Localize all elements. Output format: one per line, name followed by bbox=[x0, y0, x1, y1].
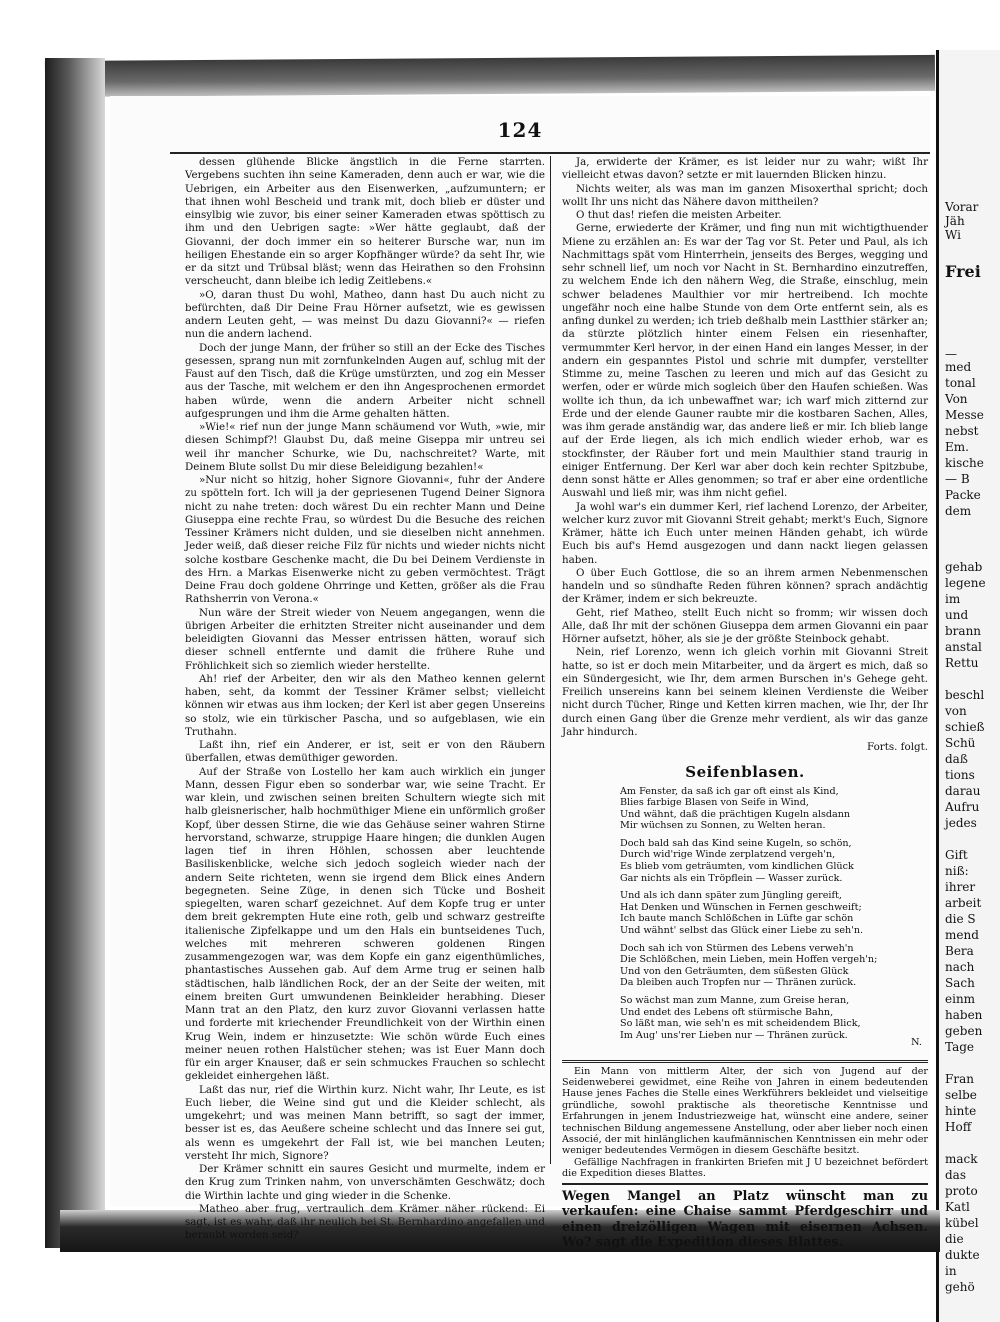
poem-line: So wächst man zum Manne, zum Greise heran, bbox=[620, 995, 850, 1006]
edge-fragment: tonal bbox=[945, 376, 976, 390]
paragraph: Laßt das nur, rief die Wirthin kurz. Nicht wahr, Ihr Leute, es ist Euch lieber, die Weine sind gut und die Kleider schlecht, als umgekehrt; und was meinen Mann betrifft, so sagt der immer, besser ist es, das Aeußere scheine schlecht und das Innere sei gut, als wenn es umgekehrt der Fall ist, wie bei manchen Leuten; versteht Ihr mich, Signore? bbox=[185, 1083, 545, 1162]
edge-fragment: mend bbox=[945, 928, 979, 942]
edge-fragment: kübel bbox=[945, 1216, 979, 1230]
edge-fragment: ihrer bbox=[945, 880, 976, 894]
poem-stanza bbox=[620, 995, 928, 1041]
edge-fragment: jedes bbox=[945, 816, 977, 830]
paragraph: O über Euch Gottlose, die so an ihrem armen Nebenmenschen handeln und so sündhafte Reden führen können? sprach andächtig der Krämer, indem er sich bekreuzte. bbox=[562, 566, 928, 606]
edge-fragment: brann bbox=[945, 624, 982, 638]
edge-fragment: anstal bbox=[945, 640, 982, 654]
edge-fragment: von bbox=[945, 704, 967, 718]
edge-fragment: niß: bbox=[945, 864, 969, 878]
poem-line: So läßt man, wie seh'n es mit scheidendem Blick, bbox=[620, 1018, 861, 1030]
edge-fragment: und bbox=[945, 608, 969, 622]
job-advertisement bbox=[562, 1060, 928, 1185]
edge-fragment: Frei bbox=[945, 262, 981, 281]
paragraph: Ein Mann von mittlerm Alter, der sich von Jugend auf der Seidenweberei gewidmet, eine Reihe von Jahren in einem bedeutenden Hause jenes Faches die Stelle eines Werkführers bekleidet und vielseitige gründliche, sowohl praktische als theoretische Kenntnisse und Erfahrungen in jenem Industriezweige hat, wünscht eine andere, seiner technischen Bildung angemessene Anstellung, oder aber lieber noch einen Associé, der mit hinlänglichen kaufmännischen Kenntnissen ein mehr oder weniger bedeutendes Vermögen in diesem Geschäfte besitzt. bbox=[562, 1065, 928, 1157]
edge-fragment: daß bbox=[945, 752, 968, 766]
edge-fragment: geben bbox=[945, 1024, 983, 1038]
poem-line: Mir wüchsen zu Sonnen, zu Welten heran. bbox=[620, 820, 826, 832]
paragraph: Gerne, erwiederte der Krämer, und fing nun mit wichtigthuender Miene zu erzählen an: Es war der Tag vor St. Peter und Paul, als ich Nachmittags spät vom Hinterrhein, jenseits des Berges, wegging und sehr schnell lief, um noch vor Nacht in St. Bernhardino einzutreffen, zu welchem Ende ich den nähern Weg, die Straße, einschlug, mein schwer beladenes Maulthier vor mir hertreibend. Ich mochte ungefähr noch eine halbe Stunde von dem Orte entfernt sein, als es anfing dunkel zu werden; ich trieb deßhalb mein Lastthier stärker an; da stürzte plötzlich hinter einem Felsen ein riesenhafter, vermummter Kerl hervor, in der einen Hand ein langes Messer, in der andern ein gespanntes Pistol und schrie mit dumpfer, verstellter Stimme zu, meine Taschen zu leeren und mich auf das Gesicht zu werfen, oder er würde mich sogleich über den Haufen schießen. Was wollte ich thun, da ich unbewaffnet war; ich warf mich zitternd zur Erde und der elende Gauner raubte mir die kostbaren Sachen, Alles, was ihm gerade anständig war, das andere ließ er mir. Ich blieb lange auf der Erde liegen, als ich mich endlich wieder erhob, war es stockfinster, der Räuber fort und mein Maulthier stand traurig in einiger Entfernung. Der Kerl war aber doch kein rechter Spitzbube, denn sonst hätte er Alles genommen; so traf er aber eine ordentliche Auswahl und ließ mir, was ihm nicht gefiel. bbox=[562, 222, 928, 500]
edge-fragment: proto bbox=[945, 1184, 978, 1198]
edge-fragment: beschl bbox=[945, 688, 985, 702]
edge-fragment: Katl bbox=[945, 1200, 970, 1214]
edge-fragment: dem bbox=[945, 504, 972, 518]
poem-line: Und als ich dann später zum Jüngling gereift, bbox=[620, 890, 842, 902]
edge-fragment: Aufru bbox=[945, 800, 980, 814]
poem-line: Es blieb vom geträumten, vom kindlichen Glück bbox=[620, 861, 854, 873]
poem-body bbox=[620, 786, 928, 1042]
edge-fragment: einm bbox=[945, 992, 976, 1006]
edge-fragment: Sach bbox=[945, 976, 975, 990]
poem-line: Da bleiben auch Tropfen nur — Thränen zurück. bbox=[620, 977, 857, 989]
edge-fragment: Packe bbox=[945, 488, 981, 502]
poem-line: Hat Denken und Wünschen in Fernen geschweift; bbox=[620, 901, 862, 913]
edge-fragment: — bbox=[945, 347, 957, 361]
poem-stanza bbox=[620, 786, 928, 832]
paragraph: Nein, rief Lorenzo, wenn ich gleich vorhin mit Giovanni Streit hatte, so ist er doch mein Mitarbeiter, und da ärgert es mich, daß so ein Sündergesicht, wie Ihr, dem armen Burschen in's Gehege geht. Freilich unsereins kann bei seinem kleinen Verdienste die Weiber nicht durch Tücher, Ringe und Ketten kirren machen, wie Ihr, der Ihr durch einen Gang über die Grenze mehr verdient, als wir das ganze Jahr hindurch. bbox=[562, 646, 928, 738]
edge-fragment: Hoff bbox=[945, 1120, 972, 1134]
poem-line: Doch bald sah das Kind seine Kugeln, so schön, bbox=[620, 837, 852, 849]
edge-fragment: nach bbox=[945, 960, 975, 974]
poem-line: Blies farbige Blasen von Seife in Wind, bbox=[620, 797, 809, 809]
sale-advertisement: Wegen Mangel an Platz wünscht man zu verkaufen: eine Chaise sammt Pferdgeschirr und einen dreizölligen Wagen mit eisernen Achsen. Wo? sagt die Expedition dieses Blattes. bbox=[562, 1188, 928, 1251]
edge-fragment: Wi bbox=[945, 228, 961, 242]
paragraph: Ja wohl war's ein dummer Kerl, rief lachend Lorenzo, der Arbeiter, welcher kurz zuvor mit Giovanni Streit gehabt; merkt's Euch, Signore Krämer, hätte ich Euch unter meinen Händen gehabt, ich würde Euch bis auf's Hemd ausgezogen und dann nackt liegen gelassen haben. bbox=[562, 500, 928, 566]
poem-line: Im Aug' uns'rer Lieben nur — Thränen zurück. bbox=[620, 1029, 848, 1041]
edge-fragment: — B bbox=[945, 472, 970, 486]
poem-stanza bbox=[620, 943, 928, 989]
edge-fragment: Em. bbox=[945, 440, 969, 454]
edge-fragment: Tage bbox=[945, 1040, 975, 1054]
edge-fragment: selbe bbox=[945, 1088, 977, 1102]
paragraph: dessen glühende Blicke ängstlich in die Ferne starrten. Vergebens suchten ihn seine Kameraden, denn auch er war, wie die Uebrigen, ein Arbeiter aus den Eisenwerken, „aufzumuntern; er that ihnen wohl Bescheid und trank mit, doch blieb er düster und einsylbig wie zuvor, bis einer seiner Kameraden etwas spöttisch zu ihm und den Uebrigen sagte: »Wer hätte geglaubt, daß der Giovanni, der doch immer ein so heiterer Bursche war, nun im heiligen Ehestande ein so arger Kopfhänger würde? da seht Ihr, wie er da sitzt und Trübsal bläst; wenn das Heirathen so den Frohsinn verscheucht, dann bleibe ich ledig Zeitlebens.« bbox=[185, 156, 545, 288]
edge-fragment: in bbox=[945, 1264, 957, 1278]
poem-line: Gar nichts als ein Tröpflein — Wasser zurück. bbox=[620, 872, 843, 884]
edge-fragment: Messe bbox=[945, 408, 984, 422]
edge-fragment: schieß bbox=[945, 720, 985, 734]
poem-line: Doch sah ich von Stürmen des Lebens verweh'n bbox=[620, 942, 854, 954]
edge-fragment: dukte bbox=[945, 1248, 980, 1262]
edge-fragment: Von bbox=[945, 392, 968, 406]
edge-fragment: legene bbox=[945, 576, 986, 590]
edge-fragment: darau bbox=[945, 784, 981, 798]
paragraph: O thut das! riefen die meisten Arbeiter. bbox=[576, 209, 782, 221]
edge-fragment: hinte bbox=[945, 1104, 977, 1118]
edge-fragment: kische bbox=[945, 456, 984, 470]
edge-fragment: haben bbox=[945, 1008, 983, 1022]
edge-fragment: tions bbox=[945, 768, 975, 782]
edge-fragment: gehab bbox=[945, 560, 983, 574]
edge-fragment: Fran bbox=[945, 1072, 974, 1086]
header-rule bbox=[170, 152, 930, 154]
poem-line: Durch wid'rige Winde zerplatzend vergeh'n, bbox=[620, 849, 836, 861]
continued-note: Forts. folgt. bbox=[867, 741, 928, 753]
scan-shadow-left bbox=[45, 58, 105, 1248]
edge-fragment: nebst bbox=[945, 424, 979, 438]
edge-fragment: arbeit bbox=[945, 896, 982, 910]
poem-line: Und wähnt, daß die prächtigen Kugeln alsdann bbox=[620, 808, 851, 820]
edge-fragment: Vorar bbox=[945, 200, 979, 214]
paragraph: Ah! rief der Arbeiter, den wir als den Matheo kennen gelernt haben, seht, da kommt der Tessiner Krämer selbst; vielleicht können wir etwas aus ihm locken; der Kerl ist aber gegen Unsereins so stolz, wie ein türkischer Pascha, und so aufgeblasen, wie ein Truthahn. bbox=[185, 672, 545, 738]
edge-fragment: Bera bbox=[945, 944, 974, 958]
edge-fragment: im bbox=[945, 592, 961, 606]
paragraph: Matheo aber frug, vertraulich dem Krämer näher rückend: Ei sagt, ist es wahr, daß ihr neulich bei St. Bernhardino angefallen und beraubt worden seid? bbox=[185, 1202, 545, 1242]
paragraph: Laßt ihn, rief ein Anderer, er ist, seit er von den Räubern überfallen, etwas demüthiger geworden. bbox=[185, 739, 545, 765]
paragraph: Der Krämer schnitt ein saures Gesicht und murmelte, indem er den Krug zum Trinken nahm, von unverschämten Geschwätz; doch die Wirthin lachte und ging wieder in die Schenke. bbox=[185, 1163, 545, 1202]
poem-line: Die Schlößchen, mein Lieben, mein Hoffen vergeh'n; bbox=[620, 954, 878, 966]
newspaper-page bbox=[110, 96, 930, 1251]
edge-fragment: Gift bbox=[945, 848, 968, 862]
paragraph: Nun wäre der Streit wieder von Neuem angegangen, wenn die übrigen Arbeiter die erhitzten Streiter nicht auseinander und dem beleidigten Giovanni das Messer entrissen hätten, worauf sich dieser schnell entfernte und damit die frühere Ruhe und Fröhlichkeit sich so ziemlich wieder herstellte. bbox=[185, 606, 545, 672]
poem-stanza bbox=[620, 890, 928, 936]
poem-line: Am Fenster, da saß ich gar oft einst als Kind, bbox=[620, 785, 839, 797]
paragraph: Doch der junge Mann, der früher so still an der Ecke des Tisches gesessen, sprang nun mit zornfunkelnden Augen auf, schlug mit der Faust auf den Tisch, daß die Krüge umstürzten, und zog ein Messer aus der Tasche, mit welchem er den ihn Angesprochenen ermordet haben würde, wenn die andern Arbeiter nicht schnell aufgesprungen und ihm die Arme gehalten hätten. bbox=[185, 341, 545, 420]
poem-line: Und von den Geträumten, dem süßesten Glück bbox=[620, 965, 849, 977]
edge-fragment: Jäh bbox=[945, 214, 965, 228]
left-column bbox=[185, 156, 545, 1243]
poem-signature: N. bbox=[911, 1037, 922, 1049]
edge-fragment: die bbox=[945, 1232, 964, 1246]
edge-fragment: Rettu bbox=[945, 656, 979, 670]
paragraph: Geht, rief Matheo, stellt Euch nicht so fromm; wir wissen doch Alle, daß Ihr mit der schönen Giuseppa dem armen Giovanni ein paar Hörner aufsetzt, höher, als sie je der größte Steinbock gehabt. bbox=[562, 606, 928, 645]
poem-stanza bbox=[620, 838, 928, 884]
poem-line: Und endet des Lebens oft stürmische Bahn, bbox=[620, 1006, 834, 1018]
paragraph: Nichts weiter, als was man im ganzen Misoxerthal spricht; doch wollt Ihr uns nicht das Nähere davon mittheilen? bbox=[562, 182, 928, 208]
paragraph: »Nur nicht so hitzig, hoher Signore Giovanni«, fuhr der Andere zu spötteln fort. Ich will ja der gepriesenen Tugend Deiner Signora nicht zu nahe treten: doch wärest Du ein rechter Mann und Deine Giuseppa eine rechte Frau, so würdest Du die Besuche des reichen Tessiner Krämers nicht dulden, und sie dieselben nicht annehmen. Jeder weiß, daß dieser reiche Filz für nichts und wieder nichts nicht solche kostbare Geschenke macht, die Du bei Deinem Verdienste in des Hrn. a Markas Eisenwerke nicht zu geben vermöchtest. Trägt Deine Frau doch goldene Ohrringe und Ketten, größer als die Frau Rathsherrin von Verona.« bbox=[185, 474, 545, 606]
edge-fragment: med bbox=[945, 360, 972, 374]
paragraph: »O, daran thust Du wohl, Matheo, dann hast Du auch nicht zu befürchten, daß Dir Deine Frau Hörner aufsetzt, wie es gewissen andern Leuten geht, — was meinst Du dazu Giovanni?« — riefen nun die andern lachend. bbox=[185, 288, 545, 341]
paragraph: »Wie!« rief nun der junge Mann schäumend vor Wuth, »wie, mir diesen Schimpf?! Glaubst Du, daß meine Giseppa mir untreu sei weil ihr mancher Schurke, wie Du, nachschreitet? Warte, mit Deinem Blute sollst Du mir diese Beleidigung bezahlen!« bbox=[185, 421, 545, 473]
edge-fragment: das bbox=[945, 1168, 966, 1182]
poem-line: Und wähnt' selbst das Glück einer Liebe zu seh'n. bbox=[620, 925, 864, 937]
edge-fragment: die S bbox=[945, 912, 976, 926]
story-continuation bbox=[562, 156, 928, 739]
paragraph: Ja, erwiderte der Krämer, es ist leider nur zu wahr; wißt Ihr vielleicht etwas davon? setzte er mit lauernden Blicken hinzu. bbox=[562, 156, 928, 182]
right-column bbox=[562, 156, 928, 1251]
edge-fragment: gehö bbox=[945, 1280, 975, 1294]
paragraph: Gefällige Nachfragen in frankirten Briefen mit J U bezeichnet befördert die Expedition dieses Blattes. bbox=[562, 1156, 928, 1180]
paragraph: Auf der Straße von Lostello her kam auch wirklich ein junger Mann, dessen Figur eben so sonderbar war, wie seine Tracht. Er war klein, und zwischen seinen breiten Schultern wiegte sich mit halb gleisnerischer, halb hochmüthiger Miene ein unförmlich großer Kopf, über dessen Stirne, die wie das Gehäuse seiner wahren Stirne hervorstand, schwarze, struppige Haare hingen; die dunklen Augen lagen tief in ihren Höhlen, schossen aber leuchtende Basiliskenblicke, welche sich jedoch sogleich wieder nach der andern Seite richteten, wenn sie irgend dem Blick eines Andern begegneten. Seine Züge, in denen sich Tücke und Bosheit spiegelten, waren scharf gezeichnet. Auf dem Kopfe trug er unter dem breit gekrempten Hute eine roth, gelb und schwarz gestreifte italienische Zipfelkappe und um den Hals ein buntseidenes Tuch, welches mit mehreren schweren goldenen Ringen zusammengezogen war, was dem Kopfe ein ganz eigenthümliches, phantastisches Aussehen gab. Auf dem Arme trug er seinen halb städtischen, halb ländlichen Rock, der an der Seite der weiten, mit einem breiten Gurt umwundenen Beinkleider herabhing. Dieser Mann trat an den Platz, den kurz zuvor Giovanni verlassen hatte und forderte mit kriechender Freundlichkeit von der Wirthin einen Krug Wein, indem er hinzusetzte: Wie schön würde Euch eines meiner neuen rothen Halstücher stehen; was ist Euer Mann doch für ein arger Knauser, daß er sein schmuckes Frauchen so schlecht gekleidet einhergehen läßt. bbox=[185, 765, 545, 1083]
poem-title: Seifenblasen. bbox=[685, 763, 805, 782]
page-number: 124 bbox=[497, 118, 543, 142]
poem-line: Ich baute manch Schlößchen in Lüfte gar schön bbox=[620, 913, 854, 925]
column-divider bbox=[550, 156, 551, 1164]
edge-fragment: mack bbox=[945, 1152, 978, 1166]
edge-fragment: Schü bbox=[945, 736, 976, 750]
scan-shadow-top bbox=[45, 55, 935, 97]
